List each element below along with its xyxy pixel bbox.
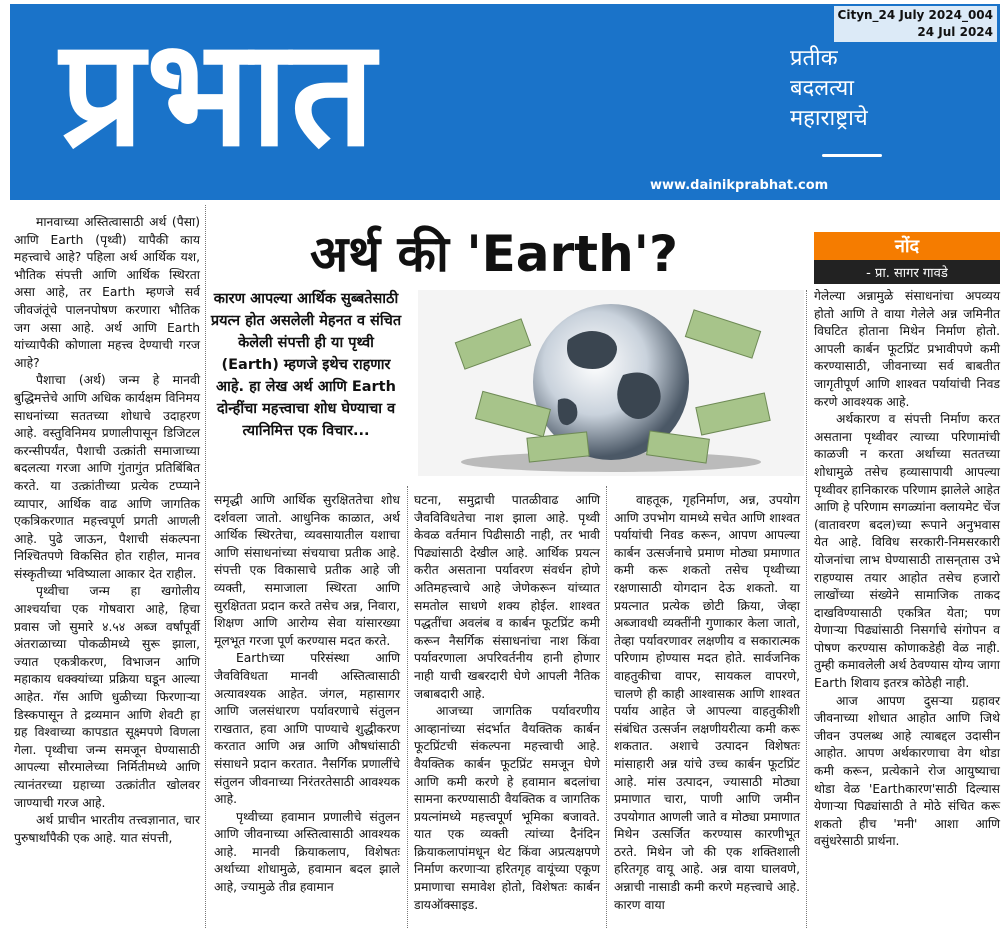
edition-meta bbox=[834, 6, 997, 42]
masthead-tagline bbox=[790, 44, 868, 134]
paragraph: अर्थकारण व संपत्ती निर्माण करत असताना पृथ्वीवर त्याच्या परिणामांची काळजी न करता अर्थाच्या सततच्या शोधामुळे तसेच हव्यासापायी आपल्या पृथ्वीवर हानिकारक परिणाम झालेले आहेत आणि हे परिणाम सगळ्यांना क्लायमेट चेंज (वातावरण बदल)च्या रूपाने अनुभवास येत आहे. विविध सरकारी-निमसरकारी योजनांचा लाभ घेण्यासाठी तासन्‌तास उभे राहण्यास तयार आहोत तसेच हजारो लाखोंच्या संख्येने सामाजिक ताकद दाखविण्यासाठी एकत्रित येता; पण येणाऱ्या पिढ्यांसाठी निसर्गाचे संगोपन व पोषण करण्यास कोणाकडेही वेळ नाही. तुम्ही कमावलेली अर्थ ठेवण्यास योग्य जागा Earth शिवाय इतरत्र कोठेही नाही. bbox=[814, 412, 1000, 691]
column-label: नोंद bbox=[814, 232, 1000, 260]
tagline-underline bbox=[822, 154, 882, 157]
paragraph: अर्थ प्राचीन भारतीय तत्त्वज्ञानात, चार पुरुषार्थांपैकी एक आहे. यात संपत्ती, bbox=[14, 813, 200, 845]
author-byline: - प्रा. सागर गावडे bbox=[814, 260, 1000, 284]
column-divider bbox=[205, 205, 206, 928]
column-badge bbox=[814, 232, 1000, 284]
paragraph: मानवाच्या अस्तित्वासाठी अर्थ (पैसा) आणि Earth (पृथ्वी) यापैकी काय महत्त्वाचे आहे? पहिला अर्थ आर्थिक यश, भौतिक संपत्ती आणि आर्थिक स्थिरता असा आहे, तर Earth म्हणजे सर्व जीवजंतूंचे पालनपोषण करणारा भौतिक जग असा आहे. अर्थ आणि Earth यांच्यापैकी कोणाला महत्त्व देण्याची गरज आहे? bbox=[14, 215, 200, 370]
tagline-line: बदलत्या bbox=[790, 76, 854, 101]
tagline-line: प्रतीक bbox=[790, 46, 838, 71]
paragraph: गेलेल्या अन्नामुळे संसाधनांचा अपव्यय होतो आणि ते वाया गेलेले अन्न जमिनीत विघटित होताना मिथेन निर्माण होतो. आपली कार्बन फूटप्रिंट प्रभावीपणे कमी करण्यासाठी, जीवनाच्या सर्व बाबतीत जागृतीपूर्ण आणि शाश्वत पर्यायांची निवड करणे आवश्यक आहे. bbox=[814, 289, 1000, 409]
article-column-1 bbox=[14, 214, 200, 847]
paragraph: पृथ्वीचा जन्म हा खगोलीय आश्चर्याचा एक गोषवारा आहे, हिचा प्रवास जो सुमारे ४.५४ अब्ज वर्षांपूर्वी अंतराळाच्या पोकळीमध्ये सुरू झाला, ज्यात एकत्रीकरण, विभाजन आणि महाकाय धक्क्यांच्या प्रक्रिया घडून आल्या आहेत. गॅस आणि धुळीच्या फिरणाऱ्या डिस्कपासून ते द्रव्यमान आणि शेवटी हा ग्रह विश्वाच्या कापडात सूक्ष्मपणे विणला गेला. पृथ्वीचा जन्म समजून घेण्यासाठी आपल्या सौरमालेच्या निर्मितीमध्ये आणि त्यानंतरच्या ग्रहाच्या उत्क्रांतीत खोलवर जाण्याची गरज आहे. bbox=[14, 584, 200, 810]
paragraph: पैशाचा (अर्थ) जन्म हे मानवी बुद्धिमत्तेचे आणि अधिक कार्यक्षम विनिमय साधनांच्या सततच्या शोधाचे उदाहरण आहे. वस्तुविनिमय प्रणालीपासून डिजिटल करन्सीपर्यंत, पैशाची उत्क्रांती समाजाच्या बदलत्या गरजा आणि गुंतागुंत प्रतिबिंबित करते. या उत्क्रांतीच्या प्रत्येक टप्प्याने व्यापार, आर्थिक वाढ आणि जागतिक एकत्रिकरणात महत्त्वपूर्ण प्रगती आणली आहे. पुढे जाऊन, पैशाची संकल्पना निश्चितपणे विकसित होत राहील, मानव संस्कृतीच्या भविष्याला आकार देत राहील. bbox=[14, 373, 200, 581]
column-divider bbox=[606, 486, 607, 928]
website-url: www.dainikprabhat.com bbox=[650, 178, 829, 193]
paragraph: आजच्या जागतिक पर्यावरणीय आव्हानांच्या संदर्भात वैयक्तिक कार्बन फूटप्रिंटची संकल्पना महत्त्वाची आहे. वैयक्तिक कार्बन फूटप्रिंट समजून घेणे आणि कमी करणे हे हवामान बदलांचा सामना करण्यासाठी वैयक्तिक व जागतिक प्रयत्नांमध्ये महत्त्वपूर्ण भूमिका बजावते. यात एक व्यक्ती त्यांच्या दैनंदिन क्रियाकलापांमधून थेट किंवा अप्रत्यक्षपणे निर्माण करणाऱ्या हरितगृह वायूंच्या एकूण प्रमाणाचा समावेश होतो, विशेषतः कार्बन डायऑक्साइड. bbox=[414, 704, 600, 912]
globe-money-photo bbox=[418, 290, 804, 476]
paragraph: घटना, समुद्राची पातळीवाढ आणि जैवविविधतेचा नाश झाला आहे. पृथ्वी केवळ वर्तमान पिढीसाठी नाही, तर भावी पिढ्यांसाठी देखील आहे. आर्थिक प्रयत्न करीत असताना पर्यावरण संवर्धन होणे अतिमहत्त्वाचे आहे जेणेकरून यांच्यात समतोल साधणे शक्य होईल. शाश्वत पद्धतींचा अवलंब व कार्बन फूटप्रिंट कमी करून नैसर्गिक संसाधनांचा नाश किंवा पर्यावरणाला अपरिवर्तनीय हानी होणार नाही याची खबरदारी घेणे आपली नैतिक जबाबदारी आहे. bbox=[414, 493, 600, 701]
paragraph: वाहतूक, गृहनिर्माण, अन्न, उपयोग आणि उपभोग यामध्ये सचेत आणि शाश्वत पर्यायांची निवड करून, आपण आपल्या कार्बन उत्सर्जनाचे प्रमाण मोठ्या प्रमाणात कमी करू शकतो तसेच पृथ्वीच्या रक्षणासाठी योगदान देऊ शकतो. या प्रयत्नात प्रत्येक छोटी क्रिया, जेव्हा अब्जावधी व्यक्तींनी गुणाकार केला जातो, तेव्हा पर्यावरणावर लक्षणीय व सकारात्मक परिणाम होण्यास मदत होते. सार्वजनिक वाहतुकीचा वापर, सायकल वापरणे, चालणे ही काही आश्वासक आणि शाश्वत पर्याय आहेत जे आपल्या वाहतुकीशी संबंधित उत्सर्जन लक्षणीयरीत्या कमी करू शकतात. अशाचे उत्पादन विशेषतः मांसाहारी अन्न यांचे उच्च कार्बन फूटप्रिंट आहे. मांस उत्पादन, ज्यासाठी मोठ्या प्रमाणात चारा, पाणी आणि जमीन उपयोगात आणली जाते व मोठ्या प्रमाणात मिथेन उत्सर्जित करण्यास कारणीभूत ठरते. मिथेन जो की एक शक्तिशाली हरितगृह वायू आहे. अन्न वाया घालवणे, अन्नाची नासाडी कमी करणे महत्त्वाचे आहे. कारण वाया bbox=[614, 493, 800, 912]
column-divider bbox=[806, 290, 807, 928]
paragraph: समृद्धी आणि आर्थिक सुरक्षिततेचा शोध दर्शवला जातो. आधुनिक काळात, अर्थ आर्थिक स्थिरतेचा, व्यवसायातील यशाचा आणि संसाधनांच्या संचयाचा प्रतीक आहे. संपत्ती एक विकासाचे प्रतीक आहे जी व्यक्ती, समाजाला स्थिरता आणि सुरक्षितता प्रदान करते तसेच अन्न, निवारा, शिक्षण आणि आरोग्य सेवा यांसारख्या मूलभूत गरजा पूर्ण करण्यास मदत करते. bbox=[214, 493, 400, 648]
article-deck: कारण आपल्या आर्थिक सुब्बतेसाठी प्रयत्न होत असलेली मेहनत व संचित केलेली संपत्ती ही या पृथ्वी (Earth) म्हणजे इथेच राहणार आहे. हा लेख अर्थ आणि Earth दोन्हींचा महत्त्वाचा शोध घेण्याचा व त्यानिमित्त एक विचार... bbox=[210, 291, 402, 439]
paragraph: आज आपण दुसऱ्या ग्रहावर जीवनाच्या शोधात आहोत आणि जिथे जीवन उपलब्ध आहे त्याबद्दल उदासीन आहोत. आपण अर्थकारणाचा वेग थोडा कमी करून, प्रत्येकाने रोज आयुष्याचा थोडा वेळ 'Earthकारण'साठी दिल्यास येणाऱ्या पिढ्यांसाठी ते मोठे संचित करू शकतो हीच 'मनी' आशा आणि वसुंधरेसाठी प्रार्थना. bbox=[814, 693, 1000, 849]
paragraph: Earthच्या परिसंस्था आणि जैवविविधता मानवी अस्तित्वासाठी अत्यावश्यक आहेत. जंगल, महासागर आणि जलसंधारण पर्यावरणाचे संतुलन राखतात, हवा आणि पाण्याचे शुद्धीकरण करतात आणि अन्न आणि औषधांसाठी संसाधने प्रदान करतात. नैसर्गिक प्रणालींचे संतुलन जीवनाच्या निरंतरतेसाठी आवश्यक आहे. bbox=[214, 651, 400, 807]
globe-illustration bbox=[418, 290, 804, 476]
paragraph: पृथ्वीच्या हवामान प्रणालीचे संतुलन आणि जीवनाच्या अस्तित्वासाठी आवश्यक आहे. मानवी क्रियाकलाप, विशेषतः अर्थाच्या शोधामुळे, हवामान बदल झाले आहे, ज्यामुळे तीव्र हवामान bbox=[214, 809, 400, 895]
article-headline: अर्थ की 'Earth'? bbox=[310, 225, 678, 283]
column-divider bbox=[407, 486, 408, 928]
edition-date: 24 Jul 2024 bbox=[917, 25, 993, 39]
newspaper-logo: प्रभात bbox=[60, 7, 377, 179]
article-column-5 bbox=[814, 288, 1000, 851]
edition-code: Cityn_24 July 2024_004 bbox=[837, 8, 993, 22]
article-column-2 bbox=[214, 492, 400, 897]
article-column-3 bbox=[414, 492, 600, 914]
article-column-4 bbox=[614, 492, 800, 914]
tagline-line: महाराष्ट्राचे bbox=[790, 106, 868, 131]
